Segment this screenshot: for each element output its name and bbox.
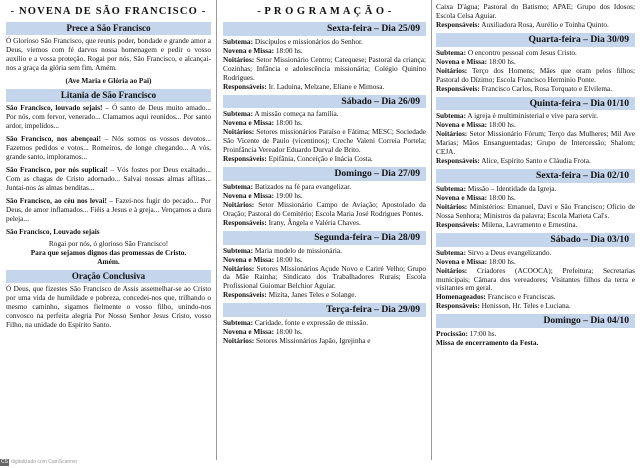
- entry-text: Maria modelo de missionária.: [253, 245, 342, 255]
- litany-item: [6, 104, 211, 131]
- entry-text: Epifânia, Conceição e Inácia Costa.: [266, 154, 373, 164]
- day-header: Terça-feira – Dia 29/09: [223, 303, 426, 317]
- novena-title: - NOVENA DE SÃO FRANCISCO -: [10, 6, 207, 17]
- day-entry: [223, 83, 426, 92]
- entry-label: Novena e Missa:: [223, 327, 275, 337]
- day-header: Quinta-feira – Dia 01/10: [436, 97, 635, 111]
- entry-text: Ir. Laduina, Melzane, Eliane e Mimosa.: [266, 81, 385, 91]
- entry-label: Responsáveis:: [436, 219, 480, 229]
- entry-text: O encontro pessoal com Jesus Cristo.: [466, 47, 577, 57]
- day-entry: [436, 221, 635, 230]
- final-prayer-header: Oração Conclusiva: [6, 270, 211, 283]
- entry-label: Novena e Missa:: [223, 190, 275, 200]
- litany-item: [6, 166, 211, 193]
- day-header: Segunda-feira – Dia 28/09: [223, 231, 426, 245]
- day-entry: [223, 219, 426, 228]
- entry-label: Responsáveis:: [436, 19, 480, 29]
- entry-text: Sirvo a Deus evangelizando.: [466, 247, 552, 257]
- day-header: Sábado – Dia 26/09: [223, 95, 426, 109]
- prayer-text: Ó Glorioso São Francisco, que reunis poder, bondade e grande amor a Deus, viemos com fé darvos nossa homenagem e pedir o vosso auxílio e a vossa proteção. Rogai por nós, São Francisco, e alcançai-nos a graça da glória sem fim. Amém.: [6, 35, 211, 72]
- day-block: [223, 38, 426, 92]
- day-header: Domingo – Dia 27/09: [223, 167, 426, 181]
- entry-label: Novena e Missa:: [223, 45, 275, 55]
- entry-text: Irany, Ângela e Valéria Chaves.: [266, 217, 361, 227]
- litany-text: – Vós fostes por Deus exaltado... Com as chagas de Cristo adornado... Salvai nossas almas aflitas... Juntai-nos às almas benditas...: [6, 164, 211, 192]
- day-header: Sexta-feira – Dia 25/09: [223, 22, 426, 36]
- entry-text: 19:00 hs.: [274, 190, 303, 200]
- litany-header: Litania de São Francisco: [6, 89, 211, 102]
- entry-label: Novena e Missa:: [223, 254, 275, 264]
- day-block: [436, 249, 635, 312]
- entry-label: Subtema:: [436, 111, 466, 121]
- entry-text: Francisco Carlos, Rosa Torquato e Elvilema.: [479, 83, 613, 93]
- entry-label: Responsáveis:: [223, 81, 267, 91]
- litany-text: – Fazei-nos fugir do pecado... Por Deus, de amor inflamados... Fiéis a Jesus e à greja... Vençamos a dura peleja...: [6, 195, 211, 223]
- entry-label: Novena e Missa:: [436, 256, 488, 266]
- entry-text: 18:00 hs.: [487, 256, 516, 266]
- entry-label: Noitários:: [223, 127, 255, 137]
- entry-text: Setores missionários Paraíso e Fátima; MESC; Sociedade São Vicente de Paulo (vicentinos); Creche Valeni Correia Portela; Proinfância Vereador Eduardo Durval de Brito.: [223, 127, 426, 155]
- day-entry: [436, 67, 635, 85]
- entry-text: Caridade, fonte e expressão de missão.: [253, 318, 369, 328]
- entry-label: Subtema:: [223, 318, 253, 328]
- entry-text: 18:00 hs.: [274, 45, 303, 55]
- entry-label: Noitários:: [223, 54, 255, 64]
- entry-label: Novena e Missa:: [436, 192, 488, 202]
- entry-text: Francisco e Franciscas.: [485, 292, 556, 302]
- litany-item: [6, 135, 211, 162]
- day-entry: [223, 201, 426, 219]
- entry-label: Subtema:: [223, 245, 253, 255]
- scanner-watermark: [0, 459, 77, 466]
- litany-invocation: São Francisco, ao céu nos levai!: [6, 195, 107, 205]
- col3-continuation-responsaveis: [436, 21, 635, 30]
- column-divider: [216, 0, 217, 460]
- litany-invocation: São Francisco, por nós suplicai!: [6, 164, 108, 174]
- day-block: [223, 183, 426, 228]
- entry-label: Noitários:: [223, 263, 255, 273]
- entry-text: A igreja é multiministerial e vive para servir.: [466, 111, 598, 121]
- prayer-header: Prece a São Francisco: [6, 22, 211, 35]
- entry-text: Alice, Espírito Santo e Cláudia Frota.: [479, 156, 591, 166]
- entry-label: Noitários:: [436, 265, 468, 275]
- schedule-days-col3: [436, 33, 635, 348]
- day-block: [436, 185, 635, 230]
- entry-label: Noitários:: [436, 201, 468, 211]
- entry-label: Procissão:: [436, 329, 468, 339]
- litany-text: – Ó santo de Deus muito amado... Por nós, com fervor, venerado... Clamamos aqui reunidos... Por santo ardor, impelidos...: [6, 102, 211, 130]
- entry-text: 18:00 hs.: [487, 56, 516, 66]
- col3-continuation: Caixa D'água; Pastoral do Batismo; APAE; Grupo dos Idosos; Escola Celsa Aguiar.: [436, 2, 635, 20]
- day-block: [223, 110, 426, 164]
- entry-text: Setor Missionário Fórum; Terço das Mulheres; Mil Ave Marias; Mãos Ensanguentadas; Grupo de Intercessão; Shalom; CEJA.: [436, 129, 635, 157]
- entry-label: Subtema:: [436, 247, 466, 257]
- programacao-continued-column: [436, 0, 635, 468]
- day-entry: [223, 291, 426, 300]
- final-prayer-text: Ó Deus, que fizestes São Francisco de Assis assemelhar-se ao Cristo por uma vida de humildade e pobreza, concedei-nos que, trilhando o mesmo caminho, sigamos fielmente o vosso filho, unindo-nos convosco na perfeita alegria Por Nosso Senhor Jesus Cristo, vosso Filho, na unidade do Espírito Santo.: [6, 284, 211, 330]
- litany-text: – Nós somos os vossos devotos... Fazemos pedidos e votos... Romeiros, de longe chegando... A vós, grande santo, imploramos...: [6, 133, 211, 161]
- novena-column: [6, 0, 211, 468]
- entry-label: Responsáveis:: [223, 154, 267, 164]
- day-header: Sexta-feira – Dia 02/10: [436, 169, 635, 183]
- entry-label: Responsáveis:: [436, 83, 480, 93]
- entry-label: Subtema:: [436, 47, 466, 57]
- day-entry: [223, 155, 426, 164]
- entry-label: Missa de encerramento da Festa.: [436, 338, 539, 348]
- entry-label: Novena e Missa:: [436, 56, 488, 66]
- entry-text: Setor Missionário Campo de Aviação; Apostolado da Oração; Pastoral do Cemitério; Escola Maria José Rodrigues Pontes.: [223, 199, 426, 218]
- litany-item: [6, 197, 211, 224]
- programacao-column: [223, 0, 426, 468]
- entry-text: Setores Missionários Açude Novo e Cariré Velho; Grupo da Mãe Rainha; Sindicato dos Trabalhadores Rurais; Escola Profissional Guiomar Belchior Aguiar.: [223, 263, 426, 291]
- entry-label: Homenageados:: [436, 292, 486, 302]
- entry-text: 18:00 hs.: [487, 120, 516, 130]
- day-block: [436, 330, 635, 348]
- entry-text: 18:00 hs.: [274, 118, 303, 128]
- entry-label: Subtema:: [223, 36, 253, 46]
- day-entry: [436, 130, 635, 157]
- litany-list: [6, 104, 211, 224]
- entry-label: Subtema:: [436, 183, 466, 193]
- entry-label: Responsáveis:: [223, 217, 267, 227]
- entry-label: Novena e Missa:: [223, 118, 275, 128]
- closing-line-1: Rogai por nós, ó glorioso São Francisco!: [48, 239, 169, 249]
- entry-text: 18:00 hs.: [274, 327, 303, 337]
- day-header: Sábado – Dia 03/10: [436, 233, 635, 247]
- entry-text: Milena, Lavramento e Ernestina.: [479, 219, 578, 229]
- entry-label: Noitários:: [436, 65, 468, 75]
- day-entry: [223, 128, 426, 155]
- day-block: [436, 49, 635, 94]
- entry-text: 18:00 hs.: [487, 192, 516, 202]
- day-entry: [223, 265, 426, 292]
- day-entry: [436, 157, 635, 166]
- day-block: [223, 319, 426, 346]
- litany-invocation: São Francisco, nos abençoai!: [6, 133, 102, 143]
- entry-text: A missão começa na família.: [253, 109, 339, 119]
- entry-text: Setor Missionário Centro; Catequese; Pastoral da criança; Cozinhas; Infância e adolescência missionária; Colégio Quinino Rodrigues.: [223, 54, 426, 82]
- entry-label: Novena e Missa:: [436, 120, 488, 130]
- entry-label: Noitários:: [223, 336, 255, 346]
- day-entry: [436, 302, 635, 311]
- programacao-title: - P R O G R A M A Ç Ã O -: [257, 6, 392, 17]
- schedule-days-col2: [223, 22, 426, 346]
- day-entry: [436, 267, 635, 294]
- camscanner-logo-icon: CS: [1, 459, 8, 465]
- day-entry: [436, 203, 635, 221]
- entry-text: Criadores (ACOOCA); Prefeitura; Secretarias municipais; Câmara dos vereadores; Visitantes filhos da terra e visitantes em geral.: [436, 265, 635, 293]
- day-header: Quarta-feira – Dia 30/09: [436, 33, 635, 47]
- entry-label: Responsáveis:: [436, 301, 480, 311]
- entry-text: Setores Missionários Japão, Igrejinha e: [254, 336, 371, 346]
- litany-invocation: São Francisco, louvado sejais!: [6, 102, 103, 112]
- entry-text: 18:00 hs.: [274, 254, 303, 264]
- entry-text: 17:00 hs.: [467, 329, 497, 339]
- entry-text: Mizita, Janes Teles e Solange.: [266, 290, 357, 300]
- entry-label: Responsáveis:: [436, 156, 480, 166]
- day-entry: [223, 56, 426, 83]
- watermark-text: digitalizado com CamScanner: [11, 459, 78, 465]
- entry-label: Subtema:: [223, 181, 253, 191]
- entry-text: Auxiliadora Rosa, Aurélio e Toinha Quinto.: [479, 19, 609, 29]
- entry-label: Subtema:: [223, 109, 253, 119]
- entry-label: Noitários:: [436, 129, 468, 139]
- entry-text: Henisson, Hr. Teles e Luciana.: [479, 301, 571, 311]
- day-entry: [436, 85, 635, 94]
- closing-line-2: Para que sejamos dignos das promessas de Cristo. Amém.: [30, 248, 187, 267]
- entry-text: Ministérios: Emanuel, Davi e São Francisco; Ofício de Nossa Senhora; Ministros da palavra; Escola Marieta Cal's.: [436, 201, 635, 220]
- litany-last: São Francisco, Louvado sejais: [6, 226, 100, 236]
- day-block: [223, 247, 426, 301]
- entry-text: Discípulos e missionários do Senhor.: [253, 36, 363, 46]
- entry-text: Batizados na fé para evangelizar.: [253, 181, 352, 191]
- prayer-close: (Ave Maria e Glória ao Pai): [65, 75, 152, 85]
- entry-text: Terço dos Homens; Mães que oram pelos filhos; Pastoral do Dízimo; Escola Francisco Herminio Ponte.: [436, 65, 635, 84]
- column-divider: [431, 0, 432, 460]
- day-entry: [223, 337, 426, 346]
- entry-text: Missão – Identidade da Igreja.: [466, 183, 557, 193]
- day-header: Domingo – Dia 04/10: [436, 314, 635, 328]
- entry-label: Responsáveis:: [223, 290, 267, 300]
- day-entry: [436, 339, 635, 348]
- day-block: [436, 112, 635, 166]
- entry-label: Noitários:: [223, 199, 255, 209]
